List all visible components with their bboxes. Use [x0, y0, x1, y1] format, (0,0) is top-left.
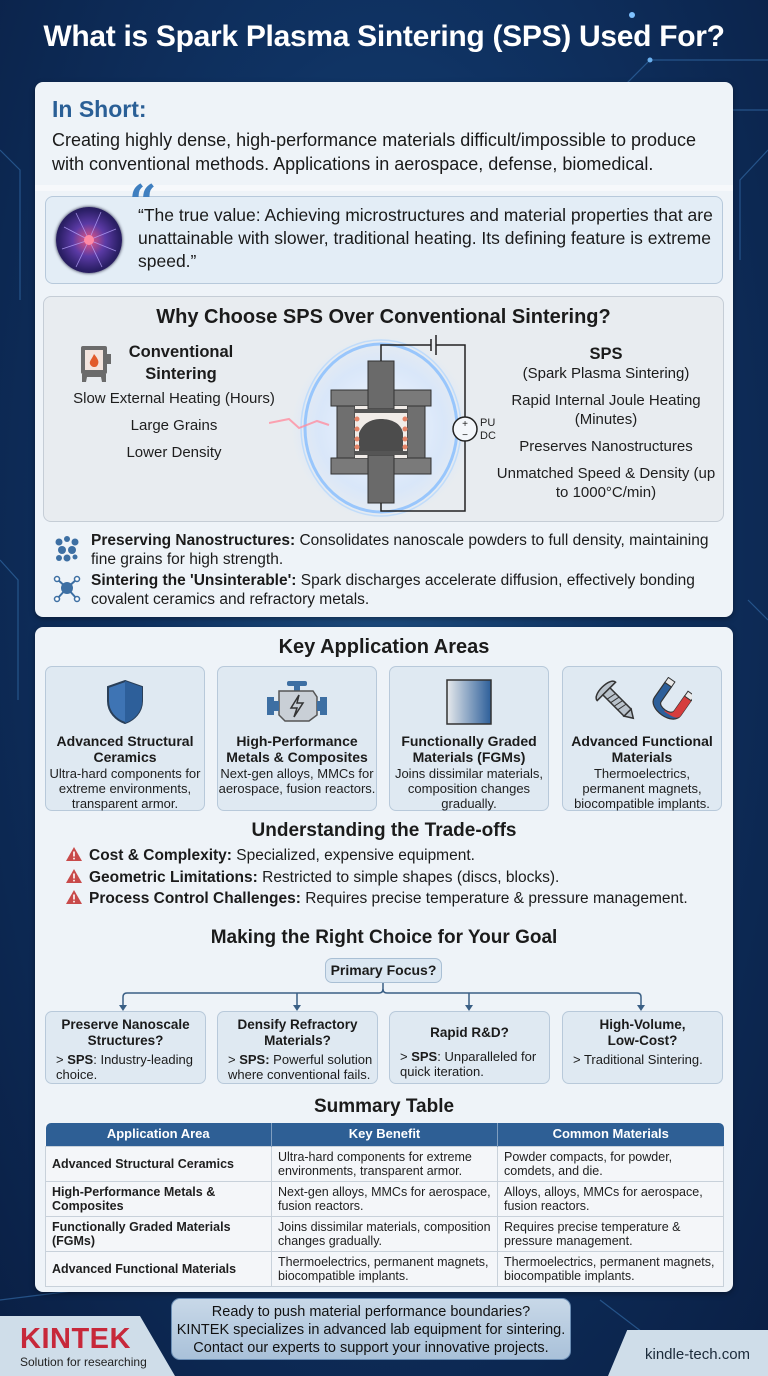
- conventional-item: Large Grains: [130, 417, 218, 434]
- goal-heading: Rapid R&D?: [430, 1025, 509, 1040]
- chevron-right-icon: >: [228, 1052, 240, 1067]
- feature-item: [53, 571, 723, 609]
- tradeoff-label: Process Control Challenges:: [89, 890, 301, 907]
- cta-line: KINTEK specializes in advanced lab equipment for sintering.: [176, 1322, 566, 1338]
- summary-table: [45, 1123, 724, 1287]
- conventional-column: [64, 341, 284, 462]
- sps-column: [496, 345, 716, 502]
- sps-item: Unmatched Speed & Density (up to 1000°C/min): [496, 465, 716, 501]
- card-heading: Advanced Structural Ceramics: [56, 733, 194, 765]
- quote-mark-icon: “: [129, 175, 157, 231]
- feature-text: Spark discharges accelerate diffusion, effectively bonding covalent ceramics and refractory metals.: [91, 572, 695, 608]
- goal-recommendation: SPS:: [239, 1052, 270, 1067]
- column-header: Key Benefit: [272, 1123, 498, 1146]
- sps-subheading: (Spark Plasma Sintering): [522, 365, 690, 382]
- quote-text: “The true value: Achieving microstructures and material properties that are unattainable with slower, traditional heating. Its defining feature is extreme speed.”: [138, 205, 713, 271]
- table-cell: Thermoelectrics, permanent magnets, biocompatible implants.: [272, 1251, 498, 1286]
- table-header-row: [46, 1123, 724, 1146]
- chevron-right-icon: >: [400, 1049, 412, 1064]
- choice-title: Making the Right Choice for Your Goal: [210, 927, 558, 948]
- tradeoff-text: Specialized, expensive equipment.: [231, 847, 475, 864]
- warning-icon: [65, 868, 83, 884]
- contact-cta-banner[interactable]: [171, 1298, 571, 1360]
- engine-icon: [265, 679, 329, 725]
- table-cell: Alloys, alloys, MMCs for aerospace, fusion reactors.: [498, 1181, 724, 1216]
- comparison-title: Why Choose SPS Over Conventional Sintering?: [156, 306, 611, 328]
- feature-text: Consolidates nanoscale powders to full density, maintaining fine grains for high strength.: [91, 532, 709, 568]
- conventional-heading: Conventional Sintering: [128, 343, 234, 383]
- table-cell: Joins dissimilar materials, composition changes gradually.: [272, 1216, 498, 1251]
- svg-text:DC: DC: [480, 430, 496, 442]
- column-header: Common Materials: [498, 1123, 724, 1146]
- logo-tagline: Solution for researching: [20, 1355, 147, 1369]
- warning-icon: [65, 889, 83, 905]
- shield-icon: [105, 679, 145, 725]
- nanoparticles-icon: [53, 533, 81, 563]
- tradeoff-item: [65, 846, 475, 866]
- card-heading: Advanced Functional Materials: [571, 733, 713, 765]
- primary-focus-node: Primary Focus?: [325, 958, 442, 983]
- svg-text:+: +: [462, 419, 468, 430]
- table-cell: Requires precise temperature & pressure management.: [498, 1216, 724, 1251]
- card-description: Thermoelectrics, permanent magnets, biocompatible implants.: [574, 766, 710, 811]
- furnace-icon: [80, 345, 112, 383]
- in-short-heading: In Short:: [52, 96, 147, 122]
- goal-card: [389, 1011, 550, 1084]
- sps-press-diagram: [269, 333, 509, 523]
- application-card: [389, 666, 549, 811]
- comparison-box: [43, 296, 724, 522]
- warning-icon: [65, 846, 83, 862]
- kintek-logo[interactable]: KINTEK: [20, 1323, 131, 1355]
- feature-item: [53, 531, 723, 569]
- plasma-ball-icon: [56, 207, 122, 273]
- table-cell: Ultra-hard components for extreme environments, transparent armor.: [272, 1146, 498, 1181]
- goal-card: [217, 1011, 378, 1084]
- table-cell: Functionally Graded Materials (FGMs): [46, 1216, 272, 1251]
- tradeoff-item: [65, 889, 688, 909]
- table-row: [46, 1251, 724, 1286]
- feature-label: Sintering the 'Unsinterable':: [91, 572, 297, 589]
- application-card: [217, 666, 377, 811]
- table-cell: Powder compacts, for powder, comdets, and die.: [498, 1146, 724, 1181]
- overview-panel: [35, 82, 733, 617]
- tradeoff-label: Cost & Complexity:: [89, 847, 232, 864]
- in-short-text: Creating highly dense, high-performance materials difficult/impossible to produce with conventional methods. Applications in aerospace, defense, biomedical.: [52, 130, 697, 174]
- tradeoffs-title: Understanding the Trade-offs: [251, 820, 517, 841]
- table-cell: Advanced Functional Materials: [46, 1251, 272, 1286]
- feature-label: Preserving Nanostructures:: [91, 532, 296, 549]
- card-description: Ultra-hard components for extreme environments, transparent armor.: [49, 766, 201, 811]
- application-card: [562, 666, 722, 811]
- goal-text: : Industry-leading choice.: [56, 1052, 193, 1082]
- goal-heading: High-Volume, Low-Cost?: [599, 1017, 686, 1048]
- cta-line: Contact our experts to support your innovative projects.: [193, 1340, 549, 1356]
- svg-text:−: −: [462, 430, 468, 441]
- goal-heading: Densify Refractory Materials?: [237, 1017, 358, 1048]
- table-cell: Next-gen alloys, MMCs for aerospace, fusion reactors.: [272, 1181, 498, 1216]
- chevron-right-icon: >: [573, 1052, 584, 1067]
- cta-line: Ready to push material performance boundaries?: [211, 1304, 531, 1320]
- goal-recommendation: SPS: [411, 1049, 438, 1064]
- table-cell: Thermoelectrics, permanent magnets, biocompatible implants.: [498, 1251, 724, 1286]
- goal-heading: Preserve Nanoscale Structures?: [61, 1017, 190, 1048]
- goal-text: : Unparalleled for quick iteration.: [400, 1049, 537, 1079]
- quote-box: [45, 175, 723, 284]
- goal-text: Powerful solution where conventional fails.: [228, 1052, 373, 1082]
- goal-recommendation: SPS: [67, 1052, 94, 1067]
- summary-title: Summary Table: [313, 1096, 455, 1117]
- chevron-right-icon: >: [56, 1052, 68, 1067]
- card-description: Joins dissimilar materials, composition changes gradually.: [394, 766, 544, 811]
- card-heading: High-Performance Metals & Composites: [226, 733, 368, 765]
- page-title: What is Spark Plasma Sintering (SPS) Used For?: [43, 20, 725, 53]
- svg-text:PU: PU: [480, 417, 496, 429]
- table-row: [46, 1181, 724, 1216]
- website-link[interactable]: kindle-tech.com: [645, 1346, 751, 1363]
- molecule-bond-icon: [53, 573, 81, 603]
- conventional-item: Lower Density: [126, 444, 222, 461]
- card-heading: Functionally Graded Materials (FGMs): [401, 733, 537, 765]
- goal-card: [45, 1011, 206, 1084]
- tradeoff-label: Geometric Limitations:: [89, 869, 258, 886]
- sps-item: Rapid Internal Joule Heating (Minutes): [511, 392, 701, 428]
- application-card: [45, 666, 205, 811]
- screw-magnet-icon: [592, 677, 692, 727]
- sps-heading: SPS: [589, 345, 623, 363]
- gradient-square-icon: [445, 678, 493, 726]
- conventional-item: Slow External Heating (Hours): [73, 390, 275, 407]
- tradeoff-text: Requires precise temperature & pressure management.: [300, 890, 688, 907]
- column-header: Application Area: [46, 1123, 272, 1146]
- goal-card: [562, 1011, 723, 1084]
- tradeoff-item: [65, 868, 559, 888]
- table-row: [46, 1216, 724, 1251]
- tradeoff-text: Restricted to simple shapes (discs, blocks).: [257, 869, 560, 886]
- sps-item: Preserves Nanostructures: [519, 438, 693, 455]
- card-description: Next-gen alloys, MMCs for aerospace, fusion reactors.: [218, 766, 376, 796]
- table-cell: High-Performance Metals & Composites: [46, 1181, 272, 1216]
- goal-text: Traditional Sintering.: [583, 1052, 703, 1067]
- applications-title: Key Application Areas: [278, 636, 490, 658]
- applications-panel: [35, 627, 733, 1292]
- table-cell: Advanced Structural Ceramics: [46, 1146, 272, 1181]
- table-row: [46, 1146, 724, 1181]
